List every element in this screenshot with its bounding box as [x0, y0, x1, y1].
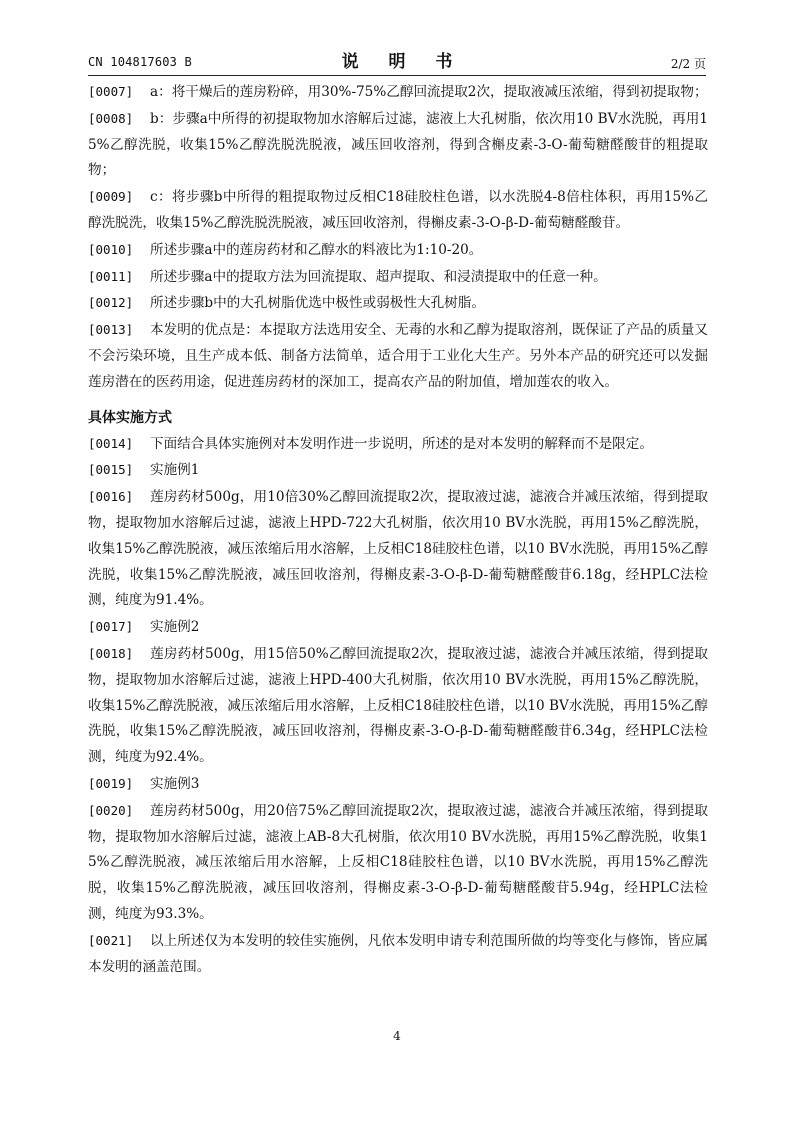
paragraph-0008	[88, 106, 708, 184]
page-number: 4	[393, 1029, 401, 1043]
paragraph-0020	[88, 798, 708, 928]
paragraph-number: [0015]	[88, 462, 134, 478]
paragraph-number: [0014]	[88, 435, 134, 451]
paragraph-number: [0009]	[88, 189, 134, 205]
paragraph-number: [0010]	[88, 241, 134, 257]
paragraph-text: 所述步骤a中的莲房药材和乙醇水的料液比为1:10-20。	[150, 241, 483, 258]
header-rule	[88, 75, 706, 76]
paragraph-text: 实施例1	[150, 462, 200, 479]
paragraph-0007	[88, 79, 708, 106]
paragraph-number: [0017]	[88, 619, 134, 635]
paragraph-number: [0020]	[88, 802, 134, 818]
paragraph-text: 本发明的优点是：本提取方法选用安全、无毒的水和乙醇为提取溶剂，既保证了产品的质量又不会污染环境，且生产成本低、制备方法简单，适合用于工业化大生产。另外本产品的研究还可以发掘莲房潜在的医药用途，促进莲房药材的深加工，提高农产品的附加值，增加莲农的收入。	[88, 322, 708, 390]
paragraph-0009	[88, 184, 708, 237]
paragraph-text: a：将干燥后的莲房粉碎，用30%-75%乙醇回流提取2次，提取液减压浓缩，得到初提取物；	[150, 84, 708, 100]
paragraph-text: c：将步骤b中所得的粗提取物过反相C18硅胶柱色谱，以水洗脱4-8倍柱体积，再用15%乙醇洗脱洗，收集15%乙醇洗脱洗脱液，减压回收溶剂，得槲皮素-3-O-β-D-葡萄糖醛酸苷。	[88, 189, 708, 231]
paragraph-number: [0016]	[88, 489, 134, 505]
paragraph-0011	[88, 264, 708, 291]
paragraph-0017	[88, 614, 708, 641]
paragraph-0014	[88, 431, 708, 458]
paragraph-0012	[88, 290, 708, 317]
paragraph-text: 所述步骤a中的提取方法为回流提取、超声提取、和浸渍提取中的任意一种。	[150, 268, 607, 285]
document-body	[88, 79, 708, 980]
section-heading: 具体实施方式	[88, 409, 172, 426]
paragraph-text: 实施例2	[150, 619, 200, 636]
paragraph-number: [0008]	[88, 110, 134, 126]
paragraph-text: 下面结合具体实施例对本发明作进一步说明，所述的是对本发明的解释而不是限定。	[150, 435, 653, 452]
paragraph-number: [0011]	[88, 268, 134, 284]
paragraph-text: 莲房药材500g，用20倍75%乙醇回流提取2次，提取液过滤，滤液合并减压浓缩，得到提取物，提取物加水溶解后过滤，滤液上AB-8大孔树脂，依次用10 BV水洗脱，再用15%乙醇洗脱，收集15%乙醇洗脱液，减压浓缩后用水溶解，上反相C18硅胶柱色谱，以10 BV水洗脱，再用15%乙醇洗脱，收集15%乙醇洗脱液，减压回收溶剂，得槲皮素-3-O-β-D-葡萄糖醛酸苷5.94g，经HPLC法检测，纯度为93.3%。	[88, 802, 708, 922]
paragraph-text: 实施例3	[150, 775, 200, 792]
paragraph-text: 所述步骤b中的大孔树脂优选中极性或弱极性大孔树脂。	[150, 295, 485, 312]
paragraph-0019	[88, 771, 708, 798]
paragraph-0016	[88, 484, 708, 614]
paragraph-number: [0013]	[88, 322, 134, 338]
paragraph-text: 莲房药材500g，用15倍50%乙醇回流提取2次，提取液过滤，滤液合并减压浓缩，得到提取物，提取物加水溶解后过滤，滤液上HPD-400大孔树脂，依次用10 BV水洗脱，再用15%乙醇洗脱，收集15%乙醇洗脱液，减压浓缩后用水溶解，上反相C18硅胶柱色谱，以10 BV水洗脱，再用15%乙醇洗脱，收集15%乙醇洗脱液，减压回收溶剂，得槲皮素-3-O-β-D-葡萄糖醛酸苷6.34g，经HPLC法检测，纯度为92.4%。	[88, 645, 708, 766]
page-header	[88, 47, 706, 77]
paragraph-0013	[88, 317, 708, 395]
document-title: 说 明 书	[341, 52, 465, 72]
paragraph-0021	[88, 928, 708, 981]
paragraph-0018	[88, 641, 708, 771]
paragraph-text: b：步骤a中所得的初提取物加水溶解后过滤，滤液上大孔树脂，依次用10 BV水洗脱，再用15%乙醇洗脱，收集15%乙醇洗脱洗脱液，减压回收溶剂，得到含槲皮素-3-O-葡萄糖醛酸苷的粗提取物；	[88, 110, 708, 179]
paragraph-text: 莲房药材500g，用10倍30%乙醇回流提取2次，提取液过滤，滤液合并减压浓缩，得到提取物，提取物加水溶解后过滤，滤液上HPD-722大孔树脂，依次用10 BV水洗脱，再用15%乙醇洗脱，收集15%乙醇洗脱液，减压浓缩后用水溶解，上反相C18硅胶柱色谱，以10 BV水洗脱，再用15%乙醇洗脱，收集15%乙醇洗脱液，减压回收溶剂，得槲皮素-3-O-β-D-葡萄糖醛酸苷6.18g，经HPLC法检测，纯度为91.4%。	[88, 489, 708, 609]
paragraph-text: 以上所述仅为本发明的较佳实施例，凡依本发明申请专利范围所做的均等变化与修饰，皆应属本发明的涵盖范围。	[88, 932, 708, 975]
patent-number: CN 104817603 B	[88, 55, 192, 69]
paragraph-0015	[88, 457, 708, 484]
page-indicator: 2/2 页	[670, 57, 706, 71]
paragraph-number: [0012]	[88, 295, 134, 311]
paragraph-0010	[88, 237, 708, 264]
paragraph-number: [0021]	[88, 932, 134, 948]
paragraph-number: [0018]	[88, 645, 134, 661]
paragraph-number: [0019]	[88, 775, 134, 791]
paragraph-number: [0007]	[88, 84, 134, 99]
